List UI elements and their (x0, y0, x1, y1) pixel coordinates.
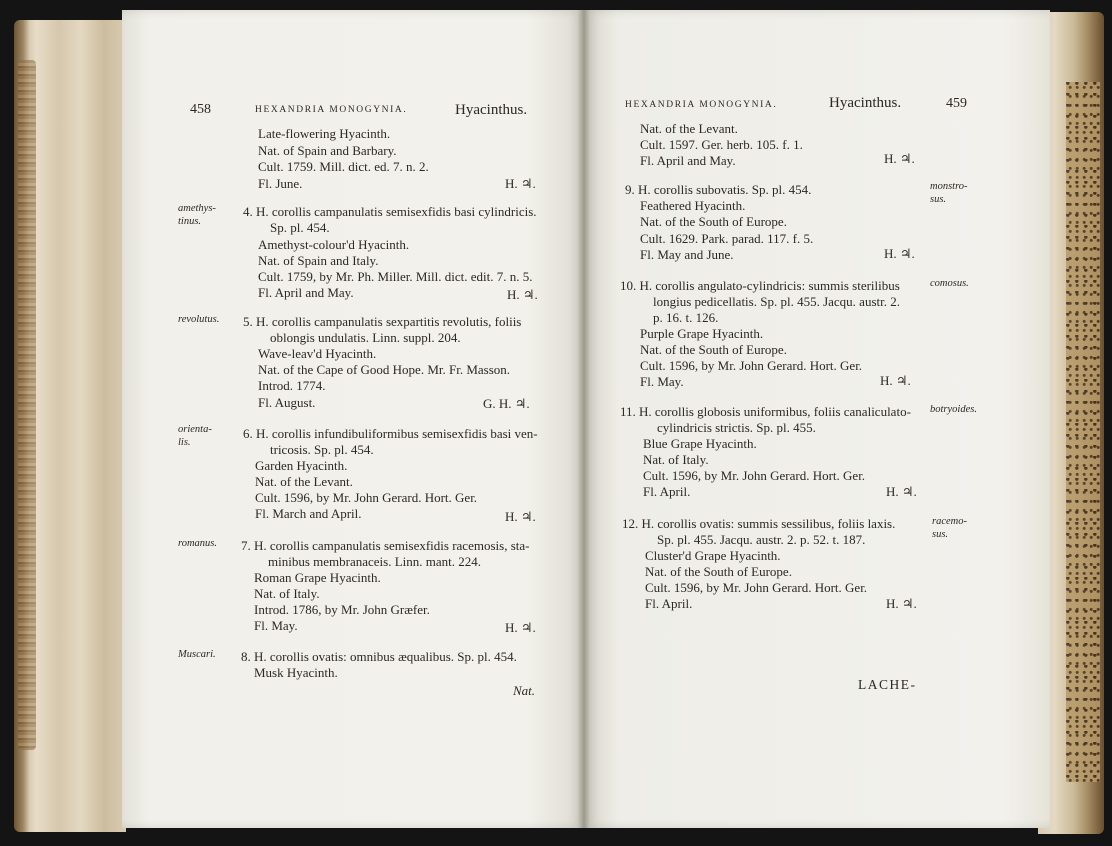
text-line: Nat. of the Levant. (640, 121, 738, 136)
margin-note: tinus. (178, 216, 202, 227)
catchword: Nat. (513, 683, 536, 698)
text-line: Fl. April. (643, 484, 691, 499)
text-line: Cult. 1596, by Mr. John Gerard. Hort. Ger. (255, 490, 478, 505)
right-genus-heading: Hyacinthus. (829, 95, 902, 111)
text-line: Cult. 1759, by Mr. Ph. Miller. Mill. dict. edit. 7. n. 5. (258, 269, 533, 284)
hardiness-mark: H. ♃. (507, 287, 538, 302)
left-genus-heading: Hyacinthus. (455, 102, 528, 118)
text-line: Nat. of the South of Europe. (640, 214, 787, 229)
catchword: LACHE- (858, 677, 917, 692)
text-line: Fl. April. (645, 596, 693, 611)
hardiness-mark: H. ♃. (505, 176, 536, 191)
text-line: Garden Hyacinth. (255, 458, 348, 473)
text-line: Feathered Hyacinth. (640, 198, 746, 213)
text-line: Roman Grape Hyacinth. (254, 570, 381, 585)
text-line: minibus membranaceis. Linn. mant. 224. (268, 554, 482, 569)
text-line: Wave-leav'd Hyacinth. (258, 346, 377, 361)
text-line: Fl. June. (258, 176, 303, 191)
hardiness-mark: H. ♃. (505, 509, 536, 524)
text-line: Sp. pl. 455. Jacqu. austr. 2. p. 52. t. 187. (657, 532, 866, 547)
text-line: Fl. May. (254, 618, 298, 633)
text-line: Cult. 1596, by Mr. John Gerard. Hort. Ger. (643, 468, 866, 483)
text-line: 12. H. corollis ovatis: summis sessilibus, foliis laxis. (622, 516, 896, 531)
text-line: p. 16. t. 126. (653, 310, 719, 325)
margin-note: comosus. (930, 278, 969, 289)
text-line: oblongis undulatis. Linn. suppl. 204. (270, 330, 461, 345)
text-line: Cult. 1596, by Mr. John Gerard. Hort. Ger. (645, 580, 868, 595)
text-line: 5. H. corollis campanulatis sexpartitis revolutis, foliis (243, 314, 522, 329)
hardiness-mark: H. ♃. (884, 246, 915, 261)
text-line: 6. H. corollis infundibuliformibus semisexfidis basi ven- (243, 426, 538, 441)
hardiness-mark: H. ♃. (886, 596, 917, 611)
text-line: Nat. of the South of Europe. (645, 564, 792, 579)
text-line: Nat. of the Cape of Good Hope. Mr. Fr. Masson. (258, 362, 511, 377)
margin-note: monstro- (930, 181, 968, 192)
text-line: 10. H. corollis angulato-cylindricis: summis sterilibus (620, 278, 900, 293)
hardiness-mark: G. H. ♃. (483, 396, 530, 411)
text-line: 11. H. corollis globosis uniformibus, foliis canaliculato- (620, 404, 911, 419)
text-line: tricosis. Sp. pl. 454. (270, 442, 374, 457)
text-line: Late-flowering Hyacinth. (258, 126, 391, 141)
margin-note: racemo- (932, 516, 967, 527)
text-line: 8. H. corollis ovatis: omnibus æqualibus. Sp. pl. 454. (241, 649, 517, 664)
text-line: Cult. 1596, by Mr. John Gerard. Hort. Ger. (640, 358, 863, 373)
hardiness-mark: H. ♃. (505, 620, 536, 635)
left-page-block-edge (14, 20, 126, 832)
text-line: Musk Hyacinth. (254, 665, 338, 680)
margin-note: lis. (178, 437, 191, 448)
text-line: Introd. 1774. (258, 378, 326, 393)
text-line: Fl. March and April. (255, 506, 362, 521)
text-line: Fl. May. (640, 374, 684, 389)
left-running-head: HEXANDRIA MONOGYNIA. (255, 105, 408, 115)
right-page-number: 459 (946, 96, 967, 111)
text-line: Fl. May and June. (640, 247, 734, 262)
text-line: Fl. April and May. (258, 285, 354, 300)
margin-note: romanus. (178, 538, 217, 549)
margin-note: amethys- (178, 203, 216, 214)
text-line: Sp. pl. 454. (270, 220, 330, 235)
text-line: Fl. August. (258, 395, 316, 410)
hardiness-mark: H. ♃. (884, 151, 915, 166)
text-line: Blue Grape Hyacinth. (643, 436, 757, 451)
text-line: Introd. 1786, by Mr. John Græfer. (254, 602, 430, 617)
text-line: Nat. of Spain and Italy. (258, 253, 379, 268)
text-line: Nat. of the Levant. (255, 474, 353, 489)
text-line: Amethyst-colour'd Hyacinth. (258, 237, 410, 252)
text-line: Cult. 1629. Park. parad. 117. f. 5. (640, 231, 814, 246)
text-line: Cluster'd Grape Hyacinth. (645, 548, 781, 563)
margin-note: sus. (930, 194, 947, 205)
text-line: Nat. of the South of Europe. (640, 342, 787, 357)
margin-note: botryoides. (930, 404, 977, 415)
book-gutter (578, 10, 590, 828)
margin-note: sus. (932, 529, 949, 540)
hardiness-mark: H. ♃. (880, 373, 911, 388)
text-line: Cult. 1597. Ger. herb. 105. f. 1. (640, 137, 803, 152)
right-running-head: HEXANDRIA MONOGYNIA. (625, 100, 778, 110)
text-line: Fl. April and May. (640, 153, 736, 168)
text-line: Nat. of Spain and Barbary. (258, 143, 397, 158)
text-line: 9. H. corollis subovatis. Sp. pl. 454. (625, 182, 812, 197)
text-line: Nat. of Italy. (254, 586, 320, 601)
margin-note: orienta- (178, 424, 212, 435)
text-line: longius pedicellatis. Sp. pl. 455. Jacqu. austr. 2. (653, 294, 900, 309)
margin-note: Muscari. (178, 649, 216, 660)
margin-note: revolutus. (178, 314, 220, 325)
text-line: cylindricis strictis. Sp. pl. 455. (657, 420, 816, 435)
text-line: 7. H. corollis campanulatis semisexfidis racemosis, sta- (241, 538, 530, 553)
text-line: Cult. 1759. Mill. dict. ed. 7. n. 2. (258, 159, 429, 174)
left-page-number: 458 (190, 102, 211, 117)
text-line: 4. H. corollis campanulatis semisexfidis basi cylindricis. (243, 204, 537, 219)
hardiness-mark: H. ♃. (886, 484, 917, 499)
text-line: Nat. of Italy. (643, 452, 709, 467)
text-line: Purple Grape Hyacinth. (640, 326, 764, 341)
